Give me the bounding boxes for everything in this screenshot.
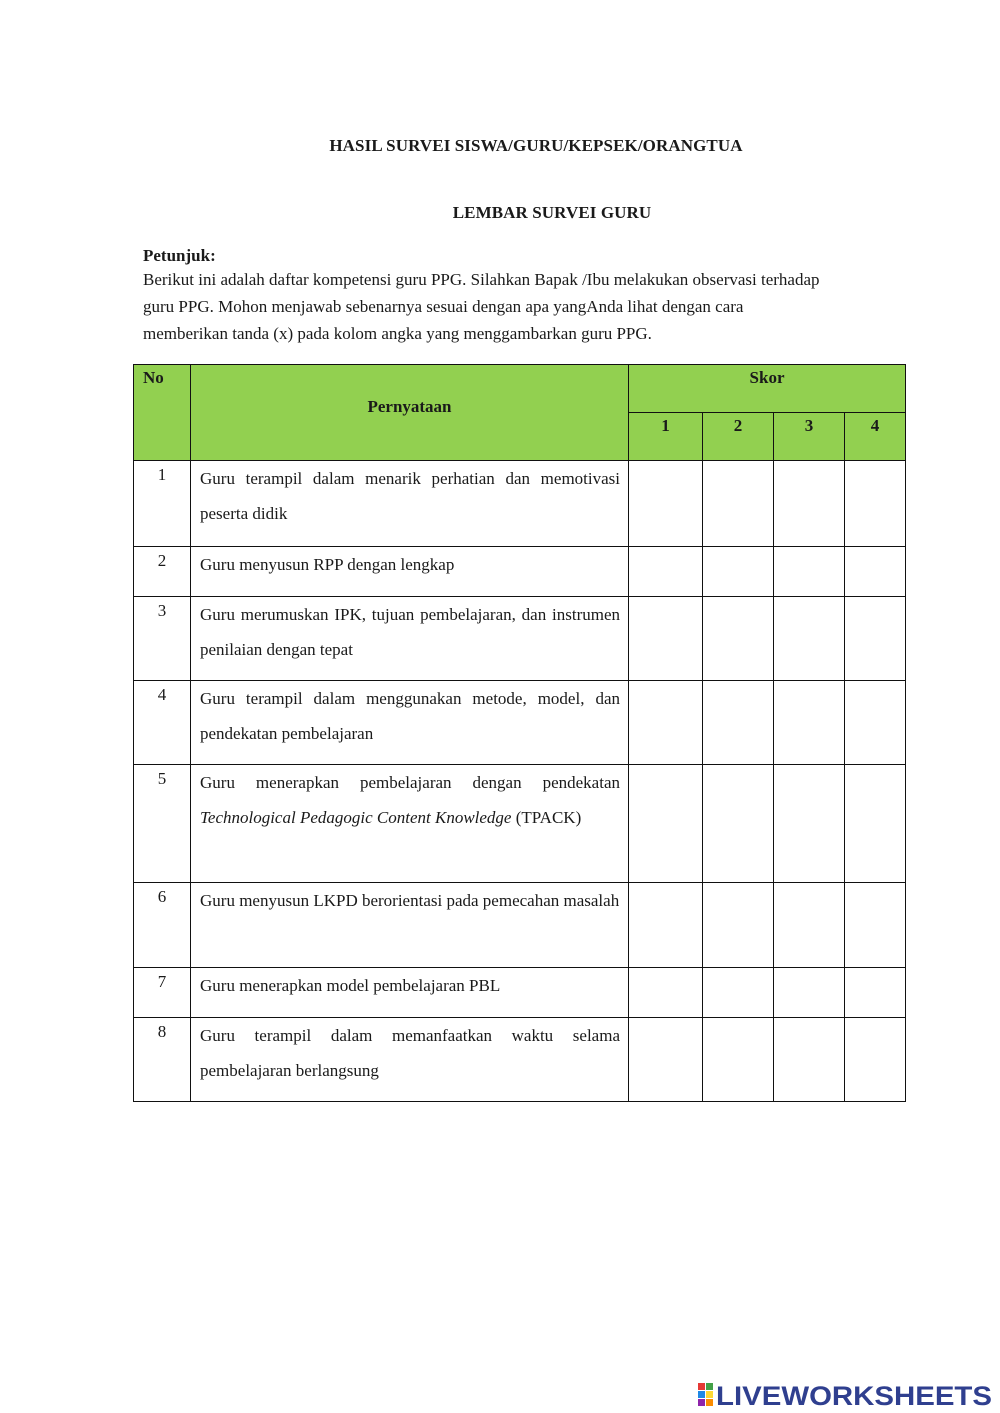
score-cell-2[interactable] [703, 681, 774, 765]
row-statement: Guru menerapkan model pembelajaran PBL [191, 968, 629, 1018]
score-cell-1[interactable] [629, 461, 703, 547]
header-score-4: 4 [845, 413, 906, 461]
row-number: 5 [134, 765, 191, 883]
score-cell-4[interactable] [845, 681, 906, 765]
table-row [134, 461, 906, 547]
instructions-line-3: memberikan tanda (x) pada kolom angka yang menggambarkan guru PPG. [143, 324, 652, 343]
header-no: No [134, 365, 191, 461]
table-row [134, 681, 906, 765]
score-cell-1[interactable] [629, 968, 703, 1018]
row-number: 1 [134, 461, 191, 547]
row-statement-italic: Technological Pedagogic Content Knowledge [200, 808, 512, 827]
score-cell-2[interactable] [703, 968, 774, 1018]
document-title: HASIL SURVEI SISWA/GURU/KEPSEK/ORANGTUA [329, 136, 743, 155]
row-statement: Guru terampil dalam menggunakan metode, model, dan pendekatan pembelajaran [191, 681, 629, 765]
score-cell-2[interactable] [703, 461, 774, 547]
score-cell-4[interactable] [845, 883, 906, 968]
liveworksheets-logo-icon [698, 1380, 994, 1408]
header-score: Skor [629, 365, 906, 413]
table-row [134, 597, 906, 681]
row-number: 6 [134, 883, 191, 968]
header-score-2: 2 [703, 413, 774, 461]
score-cell-4[interactable] [845, 765, 906, 883]
score-cell-3[interactable] [774, 968, 845, 1018]
score-cell-1[interactable] [629, 765, 703, 883]
score-cell-4[interactable] [845, 597, 906, 681]
table-row [134, 547, 906, 597]
score-cell-1[interactable] [629, 1018, 703, 1102]
row-number: 4 [134, 681, 191, 765]
instructions-label: Petunjuk: [143, 246, 216, 265]
row-statement [191, 765, 629, 883]
row-statement: Guru merumuskan IPK, tujuan pembelajaran, dan instrumen penilaian dengan tepat [191, 597, 629, 681]
table-row [134, 968, 906, 1018]
score-cell-3[interactable] [774, 765, 845, 883]
score-cell-4[interactable] [845, 968, 906, 1018]
score-cell-2[interactable] [703, 547, 774, 597]
score-cell-3[interactable] [774, 547, 845, 597]
instructions-line-1: Berikut ini adalah daftar kompetensi guru PPG. Silahkan Bapak /Ibu melakukan observasi terhadap [143, 270, 820, 289]
score-cell-2[interactable] [703, 1018, 774, 1102]
row-statement: Guru menyusun RPP dengan lengkap [191, 547, 629, 597]
row-number: 2 [134, 547, 191, 597]
instructions-line-2: guru PPG. Mohon menjawab sebenarnya sesuai dengan apa yangAnda lihat dengan cara [143, 297, 744, 316]
score-cell-1[interactable] [629, 681, 703, 765]
score-cell-3[interactable] [774, 681, 845, 765]
row-statement: Guru terampil dalam memanfaatkan waktu selama pembelajaran berlangsung [191, 1018, 629, 1102]
document-subtitle: LEMBAR SURVEI GURU [452, 203, 652, 222]
row-number: 7 [134, 968, 191, 1018]
score-cell-1[interactable] [629, 883, 703, 968]
row-statement-suffix: (TPACK) [515, 808, 582, 827]
score-cell-3[interactable] [774, 461, 845, 547]
table-row [134, 1018, 906, 1102]
score-cell-2[interactable] [703, 765, 774, 883]
table-row [134, 883, 906, 968]
liveworksheets-logo [698, 1380, 994, 1408]
row-number: 8 [134, 1018, 191, 1102]
score-cell-4[interactable] [845, 1018, 906, 1102]
score-cell-3[interactable] [774, 883, 845, 968]
score-cell-2[interactable] [703, 883, 774, 968]
header-statement: Pernyataan [191, 365, 629, 461]
score-cell-4[interactable] [845, 547, 906, 597]
score-cell-2[interactable] [703, 597, 774, 681]
header-score-1: 1 [629, 413, 703, 461]
score-cell-1[interactable] [629, 547, 703, 597]
score-cell-3[interactable] [774, 597, 845, 681]
row-statement: Guru menyusun LKPD berorientasi pada pemecahan masalah [191, 883, 629, 968]
header-score-3: 3 [774, 413, 845, 461]
row-statement-text: Guru menerapkan pembelajaran dengan pendekatan [200, 773, 620, 792]
table-row [134, 765, 906, 883]
score-cell-1[interactable] [629, 597, 703, 681]
row-statement: Guru terampil dalam menarik perhatian dan memotivasi peserta didik [191, 461, 629, 547]
survey-table [133, 364, 906, 1102]
score-cell-4[interactable] [845, 461, 906, 547]
score-cell-3[interactable] [774, 1018, 845, 1102]
row-number: 3 [134, 597, 191, 681]
svg-text:LIVEWORKSHEETS: LIVEWORKSHEETS [716, 1381, 992, 1408]
